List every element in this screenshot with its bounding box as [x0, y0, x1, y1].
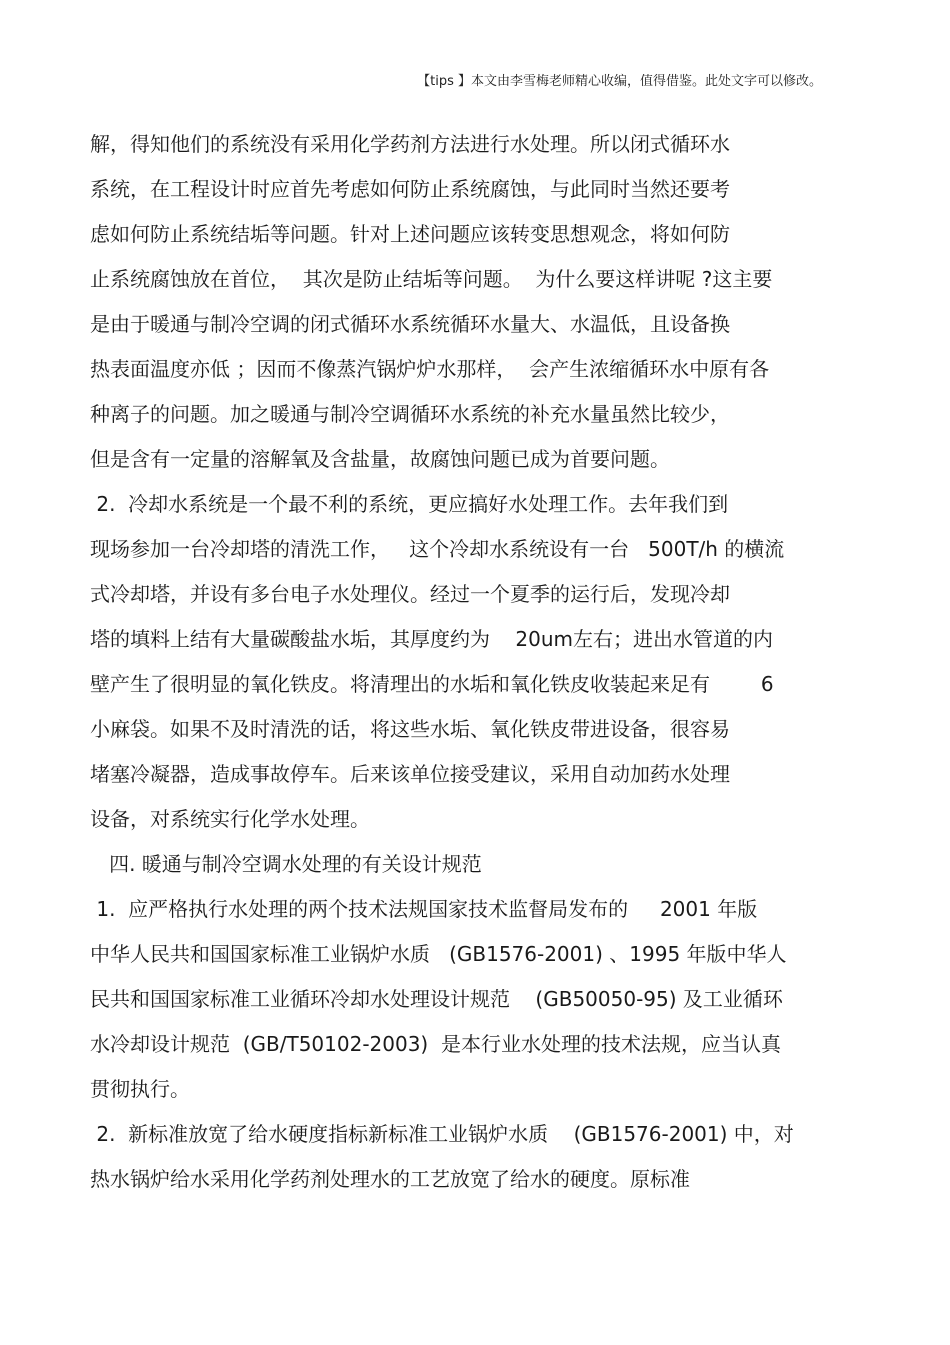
tips-header-note: 【tips 】本文由李雪梅老师精心收编，值得借鉴。此处文字可以修改。 — [417, 74, 822, 89]
body-line-20: 民共和国国家标准工业循环冷却水处理设计规范 (GB50050-95) 及工业循环 — [90, 987, 783, 1011]
body-line-18: 1. 应严格执行水处理的两个技术法规国家技术监督局发布的 2001 年版 — [90, 897, 758, 921]
body-line-12: 塔的填料上结有大量碳酸盐水垢，其厚度约为 20um左右；进出水管道的内 — [90, 627, 774, 651]
body-line-19: 中华人民共和国国家标准工业锅炉水质 (GB1576-2001) 、1995 年版中华人 — [90, 942, 787, 966]
body-line-8: 但是含有一定量的溶解氧及含盐量，故腐蚀问题已成为首要问题。 — [90, 447, 670, 471]
body-line-13: 壁产生了很明显的氧化铁皮。将清理出的水垢和氧化铁皮收装起来足有 6 — [90, 672, 774, 696]
body-line-9: 2. 冷却水系统是一个最不利的系统，更应搞好水处理工作。去年我们到 — [90, 492, 729, 516]
body-line-22: 贯彻执行。 — [90, 1077, 190, 1101]
body-line-6: 热表面温度亦低 ；因而不像蒸汽锅炉炉水那样， 会产生浓缩循环水中原有各 — [90, 357, 770, 381]
body-line-3: 虑如何防止系统结垢等问题。针对上述问题应该转变思想观念，将如何防 — [90, 222, 730, 246]
body-line-15: 堵塞冷凝器，造成事故停车。后来该单位接受建议，采用自动加药水处理 — [90, 762, 730, 786]
body-line-14: 小麻袋。如果不及时清洗的话，将这些水垢、氧化铁皮带进设备，很容易 — [90, 717, 730, 741]
body-line-23: 2. 新标准放宽了给水硬度指标新标准工业锅炉水质 (GB1576-2001) 中，对 — [90, 1122, 794, 1146]
body-line-16: 设备，对系统实行化学水处理。 — [90, 807, 370, 831]
body-line-4: 止系统腐蚀放在首位， 其次是防止结垢等问题。 为什么要这样讲呢 ?这主要 — [90, 267, 773, 291]
body-line-10: 现场参加一台冷却塔的清洗工作， 这个冷却水系统设有一台 500T/h 的横流 — [90, 537, 785, 561]
section-heading-4: 四. 暖通与制冷空调水处理的有关设计规范 — [90, 852, 482, 876]
body-line-5: 是由于暖通与制冷空调的闭式循环水系统循环水量大、水温低，且设备换 — [90, 312, 730, 336]
body-line-7: 种离子的问题。加之暖通与制冷空调循环水系统的补充水量虽然比较少， — [90, 402, 730, 426]
body-line-1: 解，得知他们的系统没有采用化学药剂方法进行水处理。所以闭式循环水 — [90, 132, 730, 156]
body-line-2: 系统，在工程设计时应首先考虑如何防止系统腐蚀，与此同时当然还要考 — [90, 177, 730, 201]
body-line-24: 热水锅炉给水采用化学药剂处理水的工艺放宽了给水的硬度。原标准 — [90, 1167, 690, 1191]
body-line-21: 水冷却设计规范 (GB/T50102-2003) 是本行业水处理的技术法规，应当认真 — [90, 1032, 781, 1056]
body-line-11: 式冷却塔，并设有多台电子水处理仪。经过一个夏季的运行后，发现冷却 — [90, 582, 730, 606]
